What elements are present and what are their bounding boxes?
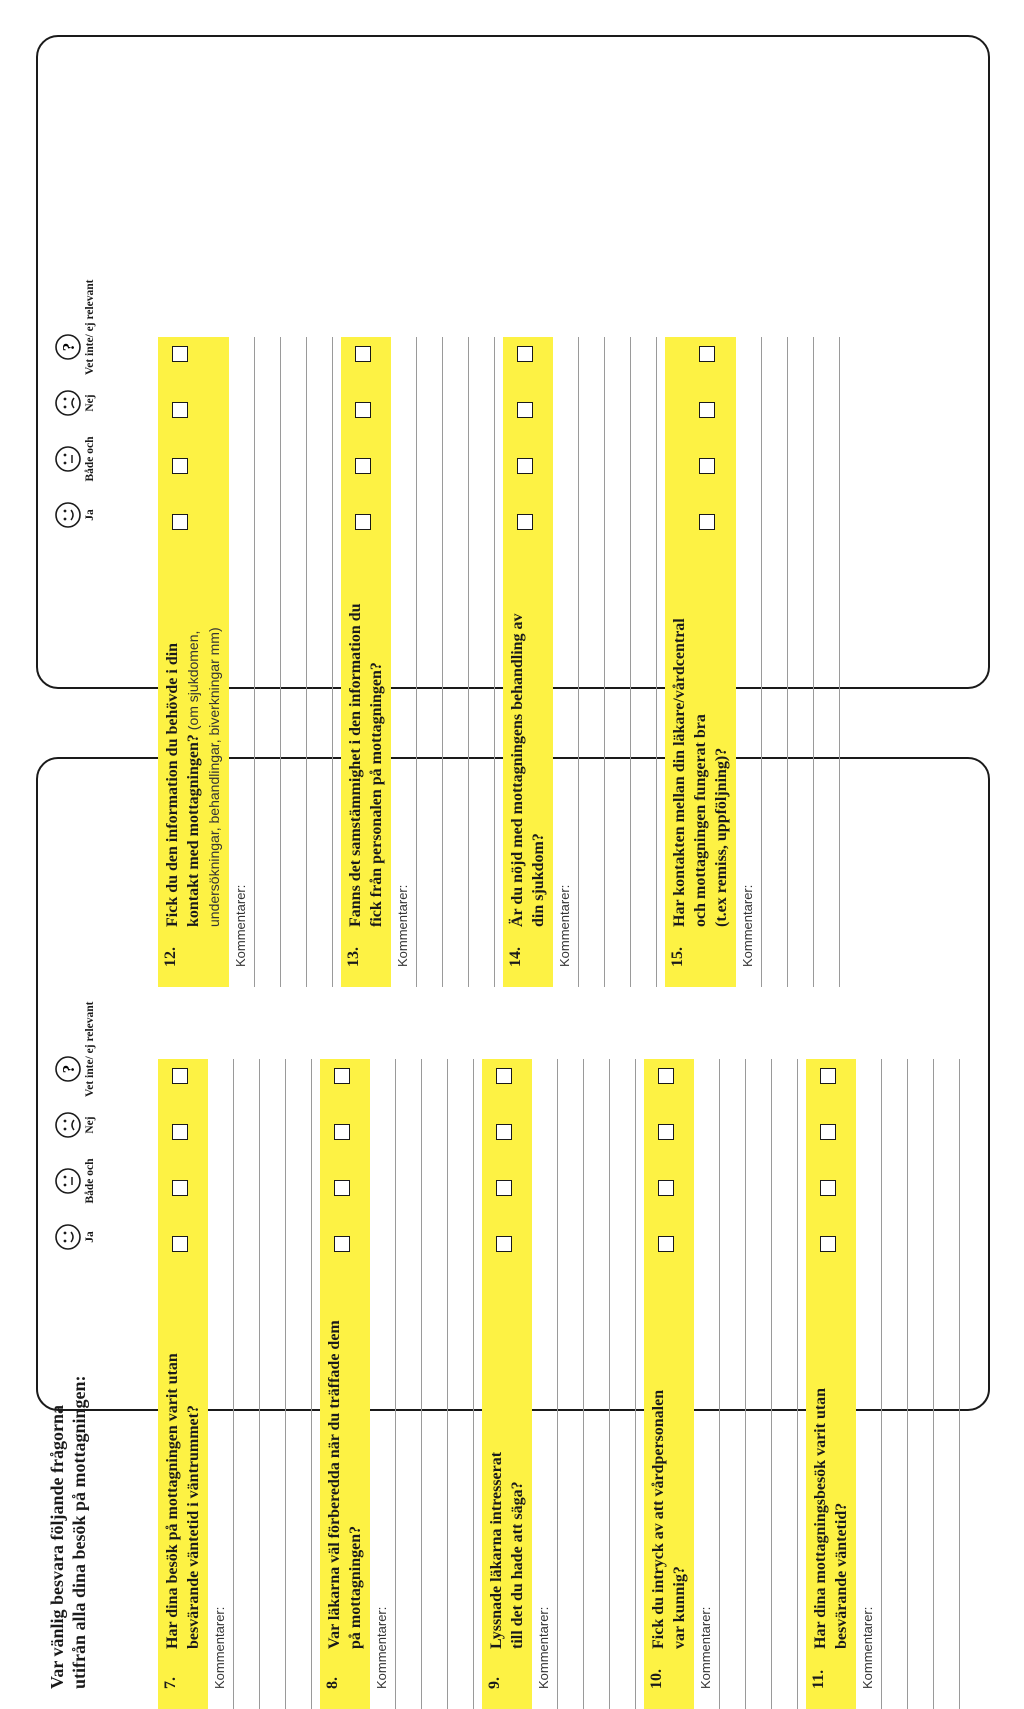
question-text [810, 1249, 852, 1649]
checkbox-neutral-face[interactable] [334, 1180, 350, 1196]
comment-line[interactable] [609, 1059, 610, 1709]
question-number: 8. [324, 1677, 341, 1689]
checkbox-question-mark[interactable] [496, 1068, 512, 1084]
comment-label: Kommentarer: [536, 1606, 551, 1689]
checkbox-question-mark[interactable] [334, 1068, 350, 1084]
comment-line[interactable] [839, 337, 840, 987]
comment-line[interactable] [311, 1059, 312, 1709]
answer-label: Ja [84, 1231, 96, 1243]
checkbox-neutral-face[interactable] [355, 458, 371, 474]
checkbox-happy-face[interactable] [172, 514, 188, 530]
checkbox-happy-face[interactable] [355, 514, 371, 530]
answer-option-2 [54, 1097, 96, 1153]
checkbox-neutral-face[interactable] [172, 458, 188, 474]
checkbox-sad-face[interactable] [699, 402, 715, 418]
question-line: Har kontakten mellan din läkare/vårdcentral [671, 618, 688, 927]
checkbox-neutral-face[interactable] [517, 458, 533, 474]
comment-line[interactable] [473, 1059, 474, 1709]
question-text [486, 1249, 528, 1649]
happy-face-icon [54, 501, 82, 529]
checkbox-happy-face[interactable] [496, 1236, 512, 1252]
checkbox-question-mark[interactable] [658, 1068, 674, 1084]
checkbox-question-mark[interactable] [820, 1068, 836, 1084]
question-line: Fanns det samstämmighet i den information du [347, 603, 364, 927]
comment-line[interactable] [259, 1059, 260, 1709]
answer-label: Nej [84, 1116, 96, 1134]
comment-label: Kommentarer: [557, 884, 572, 967]
intro-line-1: Var vänlig besvara följande frågorna [47, 1404, 67, 1689]
answer-label: Vet inte/ ej relevant [84, 1001, 96, 1097]
comment-line[interactable] [447, 1059, 448, 1709]
question-number: 15. [669, 947, 686, 967]
question-line: Var läkarna väl förberedda när du träffade dem [326, 1320, 343, 1649]
comment-line[interactable] [280, 337, 281, 987]
answer-option-0 [54, 487, 96, 543]
comment-label: Kommentarer: [860, 1606, 875, 1689]
question-line: och mottagningen fungerat bra [692, 714, 709, 927]
comment-line[interactable] [959, 1059, 960, 1709]
intro-text [46, 1375, 90, 1689]
question-text [162, 527, 225, 927]
question-line: på mottagningen? [347, 1525, 364, 1649]
question-line: Har dina mottagningsbesök varit utan [812, 1387, 829, 1649]
checkbox-sad-face[interactable] [334, 1124, 350, 1140]
page-content [38, 279, 988, 987]
comment-line[interactable] [635, 1059, 636, 1709]
comment-line[interactable] [771, 1059, 772, 1709]
comment-line [881, 1059, 882, 1709]
comment-line[interactable] [933, 1059, 934, 1709]
comment-line[interactable] [797, 1059, 798, 1709]
comment-line [578, 337, 579, 987]
comment-label: Kommentarer: [233, 884, 248, 967]
question-text [669, 527, 732, 927]
question-subtext: undersökningar, behandlingar, biverkningar mm) [206, 627, 222, 927]
comment-label: Kommentarer: [212, 1606, 227, 1689]
question-text [507, 527, 549, 927]
checkbox-question-mark[interactable] [172, 1068, 188, 1084]
checkbox-happy-face[interactable] [820, 1236, 836, 1252]
question-number: 11. [810, 1669, 827, 1689]
comment-line[interactable] [421, 1059, 422, 1709]
question-line: besvärande väntetid? [833, 1502, 850, 1649]
question-line: Är du nöjd med mottagningens behandling av [509, 613, 526, 927]
question-line: din sjukdom? [530, 833, 547, 927]
question-line: till det du hade att säga? [509, 1481, 526, 1649]
svg-text:?: ? [59, 342, 78, 352]
question-line: var kunnig? [671, 1566, 688, 1649]
checkbox-question-mark[interactable] [699, 346, 715, 362]
comment-line[interactable] [745, 1059, 746, 1709]
question-mark-icon [54, 333, 82, 361]
comment-line [254, 337, 255, 987]
comment-line [719, 1059, 720, 1709]
comment-line[interactable] [604, 337, 605, 987]
comment-line[interactable] [656, 337, 657, 987]
question-mark-icon [54, 1055, 82, 1083]
answer-option-3 [54, 279, 96, 375]
checkbox-happy-face[interactable] [517, 514, 533, 530]
answer-option-0 [54, 1209, 96, 1265]
question-line: besvärande väntetid i väntrummet? [185, 1405, 202, 1649]
comment-label: Kommentarer: [698, 1606, 713, 1689]
sad-face-icon [54, 389, 82, 417]
comment-line [233, 1059, 234, 1709]
question-number: 7. [162, 1677, 179, 1689]
comment-line[interactable] [494, 337, 495, 987]
comment-line[interactable] [442, 337, 443, 987]
comment-label: Kommentarer: [395, 884, 410, 967]
comment-label: Kommentarer: [740, 884, 755, 967]
checkbox-question-mark[interactable] [355, 346, 371, 362]
answer-label: Både och [84, 1158, 96, 1204]
comment-line[interactable] [306, 337, 307, 987]
comment-line[interactable] [907, 1059, 908, 1709]
checkbox-happy-face[interactable] [172, 1236, 188, 1252]
question-line: Lyssnade läkarna intresserat [488, 1451, 505, 1649]
checkbox-sad-face[interactable] [172, 402, 188, 418]
question-line: Fick du intryck av att vårdpersonalen [650, 1389, 667, 1649]
questionnaire-page-12-15 [36, 35, 990, 967]
checkbox-sad-face[interactable] [820, 1124, 836, 1140]
checkbox-question-mark[interactable] [172, 346, 188, 362]
question-number: 14. [507, 947, 524, 967]
checkbox-sad-face[interactable] [172, 1124, 188, 1140]
checkbox-happy-face[interactable] [334, 1236, 350, 1252]
intro-line-2: utifrån alla dina besök på mottagningen: [69, 1375, 89, 1689]
neutral-face-icon [54, 445, 82, 473]
question-number: 13. [345, 947, 362, 967]
checkbox-happy-face[interactable] [658, 1236, 674, 1252]
question-number: 10. [648, 1669, 665, 1689]
checkbox-neutral-face[interactable] [699, 458, 715, 474]
answer-option-3 [54, 1001, 96, 1097]
answer-option-1 [54, 1153, 96, 1209]
question-text [648, 1249, 690, 1649]
question-number: 9. [486, 1677, 503, 1689]
question-number: 12. [162, 947, 179, 967]
question-line: Har dina besök på mottagningen varit utan [164, 1353, 181, 1649]
checkbox-sad-face[interactable] [496, 1124, 512, 1140]
comment-line[interactable] [630, 337, 631, 987]
comment-line [557, 1059, 558, 1709]
checkbox-neutral-face[interactable] [820, 1180, 836, 1196]
page-content [38, 1001, 988, 1709]
question-text [162, 1249, 204, 1649]
checkbox-sad-face[interactable] [517, 402, 533, 418]
question-line: (t.ex remiss, uppföljning)? [713, 747, 730, 927]
checkbox-sad-face[interactable] [658, 1124, 674, 1140]
answer-label: Nej [84, 394, 96, 412]
checkbox-neutral-face[interactable] [496, 1180, 512, 1196]
answer-label: Vet inte/ ej relevant [84, 279, 96, 375]
comment-line [395, 1059, 396, 1709]
question-line: fick från personalen på mottagningen? [368, 662, 385, 927]
question-subtext: (om sjukdomen, [185, 630, 201, 735]
answer-option-1 [54, 431, 96, 487]
checkbox-neutral-face[interactable] [658, 1180, 674, 1196]
neutral-face-icon [54, 1167, 82, 1195]
comment-line[interactable] [813, 337, 814, 987]
checkbox-happy-face[interactable] [699, 514, 715, 530]
comment-line[interactable] [332, 337, 333, 987]
sad-face-icon [54, 1111, 82, 1139]
svg-text:?: ? [59, 1064, 78, 1074]
comment-line [761, 337, 762, 987]
answer-label: Ja [84, 509, 96, 521]
checkbox-sad-face[interactable] [355, 402, 371, 418]
comment-label: Kommentarer: [374, 1606, 389, 1689]
checkbox-question-mark[interactable] [517, 346, 533, 362]
happy-face-icon [54, 1223, 82, 1251]
answer-label: Både och [84, 436, 96, 482]
question-text [324, 1249, 366, 1649]
comment-line [416, 337, 417, 987]
answer-option-2 [54, 375, 96, 431]
comment-line[interactable] [468, 337, 469, 987]
question-text [345, 527, 387, 927]
question-line: kontakt med mottagningen? (om sjukdomen, [185, 630, 202, 927]
checkbox-neutral-face[interactable] [172, 1180, 188, 1196]
comment-line[interactable] [787, 337, 788, 987]
comment-line[interactable] [583, 1059, 584, 1709]
question-line: Fick du den information du behövde i din [164, 642, 181, 927]
comment-line[interactable] [285, 1059, 286, 1709]
